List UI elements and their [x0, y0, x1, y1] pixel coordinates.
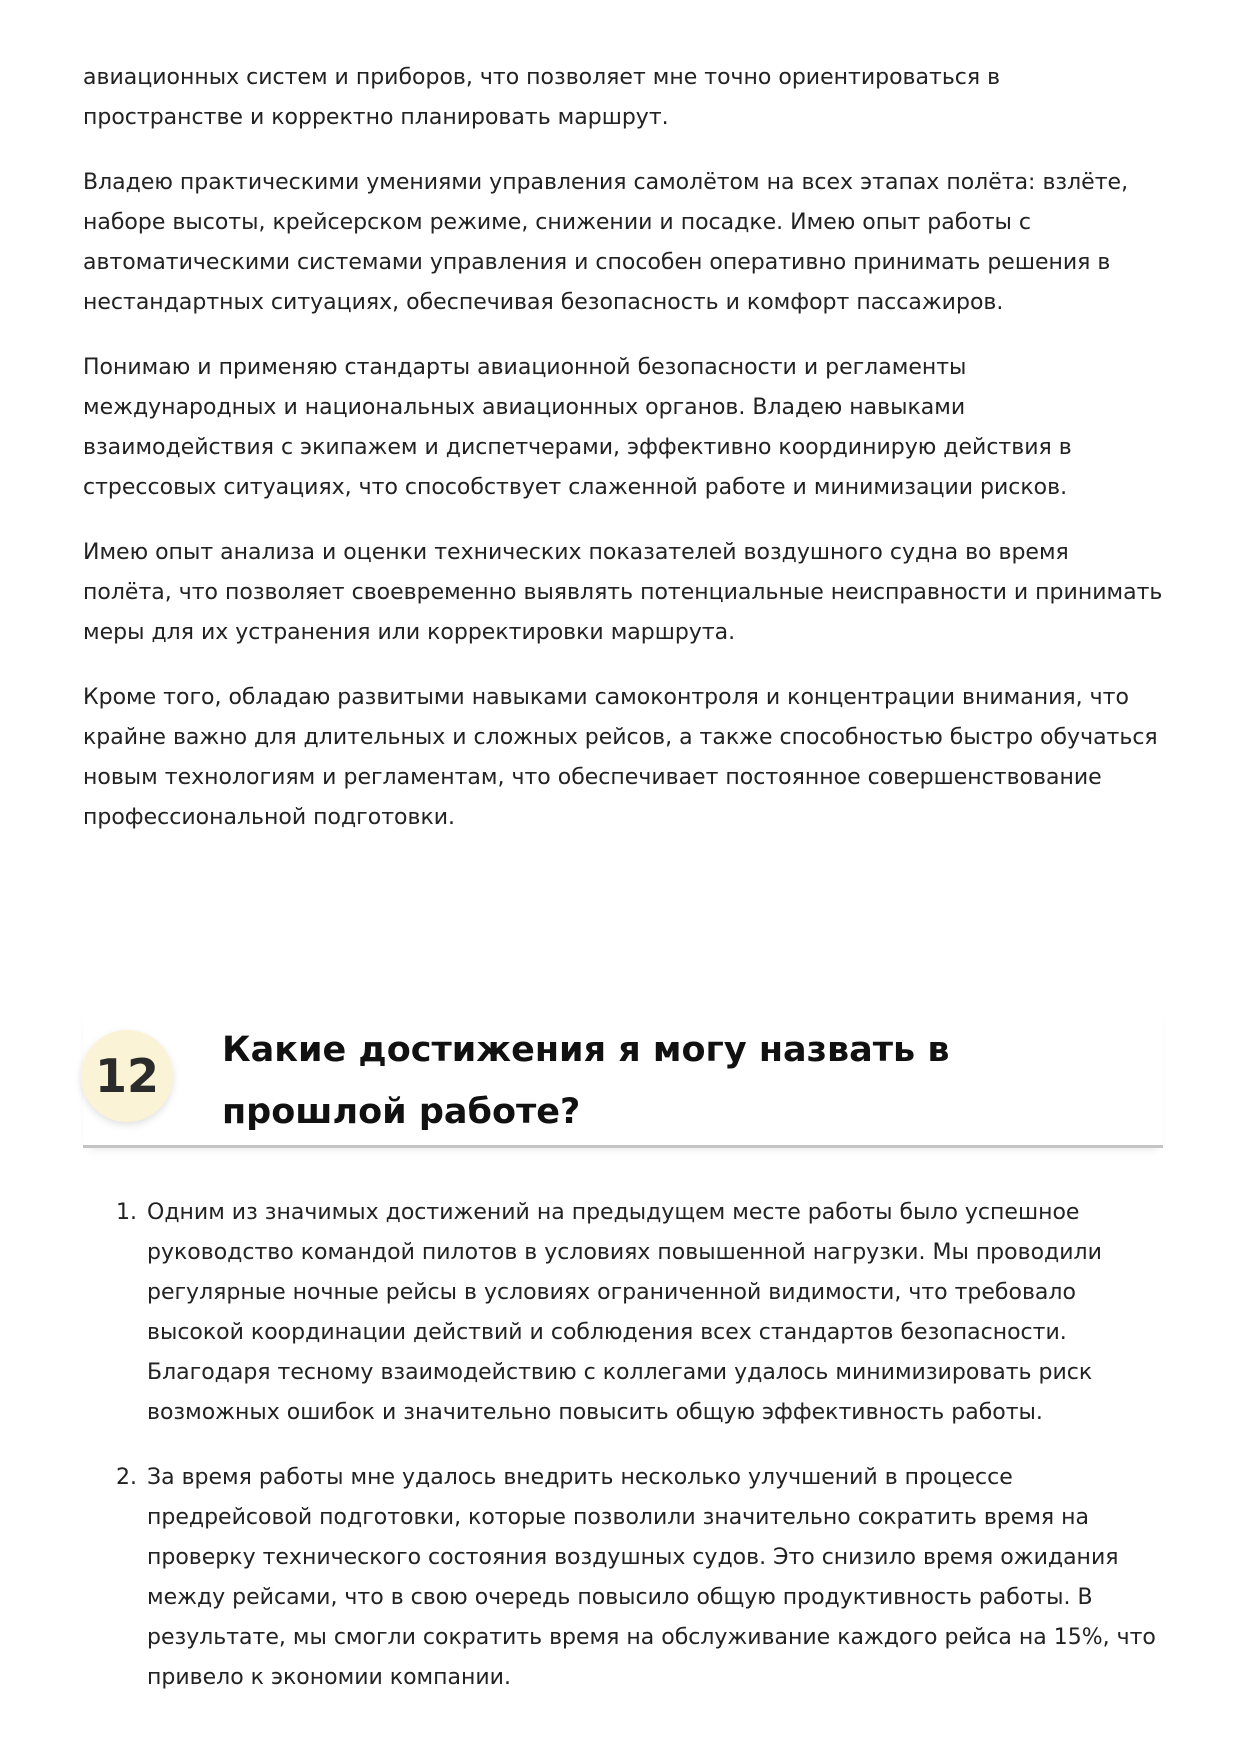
list-item-number: 1.: [116, 1200, 137, 1225]
list-item-text: За время работы мне удалось внедрить несколько улучшений в процессе предрейсовой подготовки, которые позволили значительно сократить время на проверку технического состояния воздушных судов. Это снизило время ожидания между рейсами, что в свою очередь повысило общую продуктивность работы. В результате, мы смогли сократить время на обслуживание каждого рейса на 15%, что привело к экономии компании.: [147, 1465, 1156, 1690]
list-item: [83, 1193, 1163, 1433]
list-item-text: Одним из значимых достижений на предыдущем месте работы было успешное руководство командой пилотов в условиях повышенной нагрузки. Мы проводили регулярные ночные рейсы в условиях ограниченной видимости, что требовало высокой координации действий и соблюдения всех стандартов безопасности. Благодаря тесному взаимодействию с коллегами удалось минимизировать риск возможных ошибок и значительно повысить общую эффективность работы.: [147, 1200, 1102, 1425]
section-title: Какие достижения я могу назвать в прошлой работе?: [222, 1030, 950, 1132]
document-body: [83, 58, 1163, 863]
list-item-number: 2.: [116, 1465, 137, 1490]
paragraph-self-control: Кроме того, обладаю развитыми навыками самоконтроля и концентрации внимания, что крайне важно для длительных и сложных рейсов, а также способностью быстро обучаться новым технологиям и регламентам, что обеспечивает постоянное совершенствование профессиональной подготовки.: [83, 685, 1158, 830]
achievements-list: [83, 1193, 1163, 1723]
list-item: [83, 1458, 1163, 1698]
paragraph-safety-standards: Понимаю и применяю стандарты авиационной безопасности и регламенты международных и национальных авиационных органов. Владею навыками взаимодействия с экипажем и диспетчерами, эффективно координирую действия в стрессовых ситуациях, что способствует слаженной работе и минимизации рисков.: [83, 355, 1072, 500]
paragraph-flight-control-skills: Владею практическими умениями управления самолётом на всех этапах полёта: взлёте, наборе высоты, крейсерском режиме, снижении и посадке. Имею опыт работы с автоматическими системами управления и способен оперативно принимать решения в нестандартных ситуациях, обеспечивая безопасность и комфорт пассажиров.: [83, 170, 1129, 315]
paragraph-navigation-skills: авиационных систем и приборов, что позволяет мне точно ориентироваться в пространстве и корректно планировать маршрут.: [83, 65, 1001, 130]
paragraph-technical-analysis: Имею опыт анализа и оценки технических показателей воздушного судна во время полёта, что позволяет своевременно выявлять потенциальные неисправности и принимать меры для их устранения или корректировки маршрута.: [83, 540, 1163, 645]
section-header: [83, 1006, 1163, 1148]
section-number-badge: 12: [81, 1030, 173, 1122]
